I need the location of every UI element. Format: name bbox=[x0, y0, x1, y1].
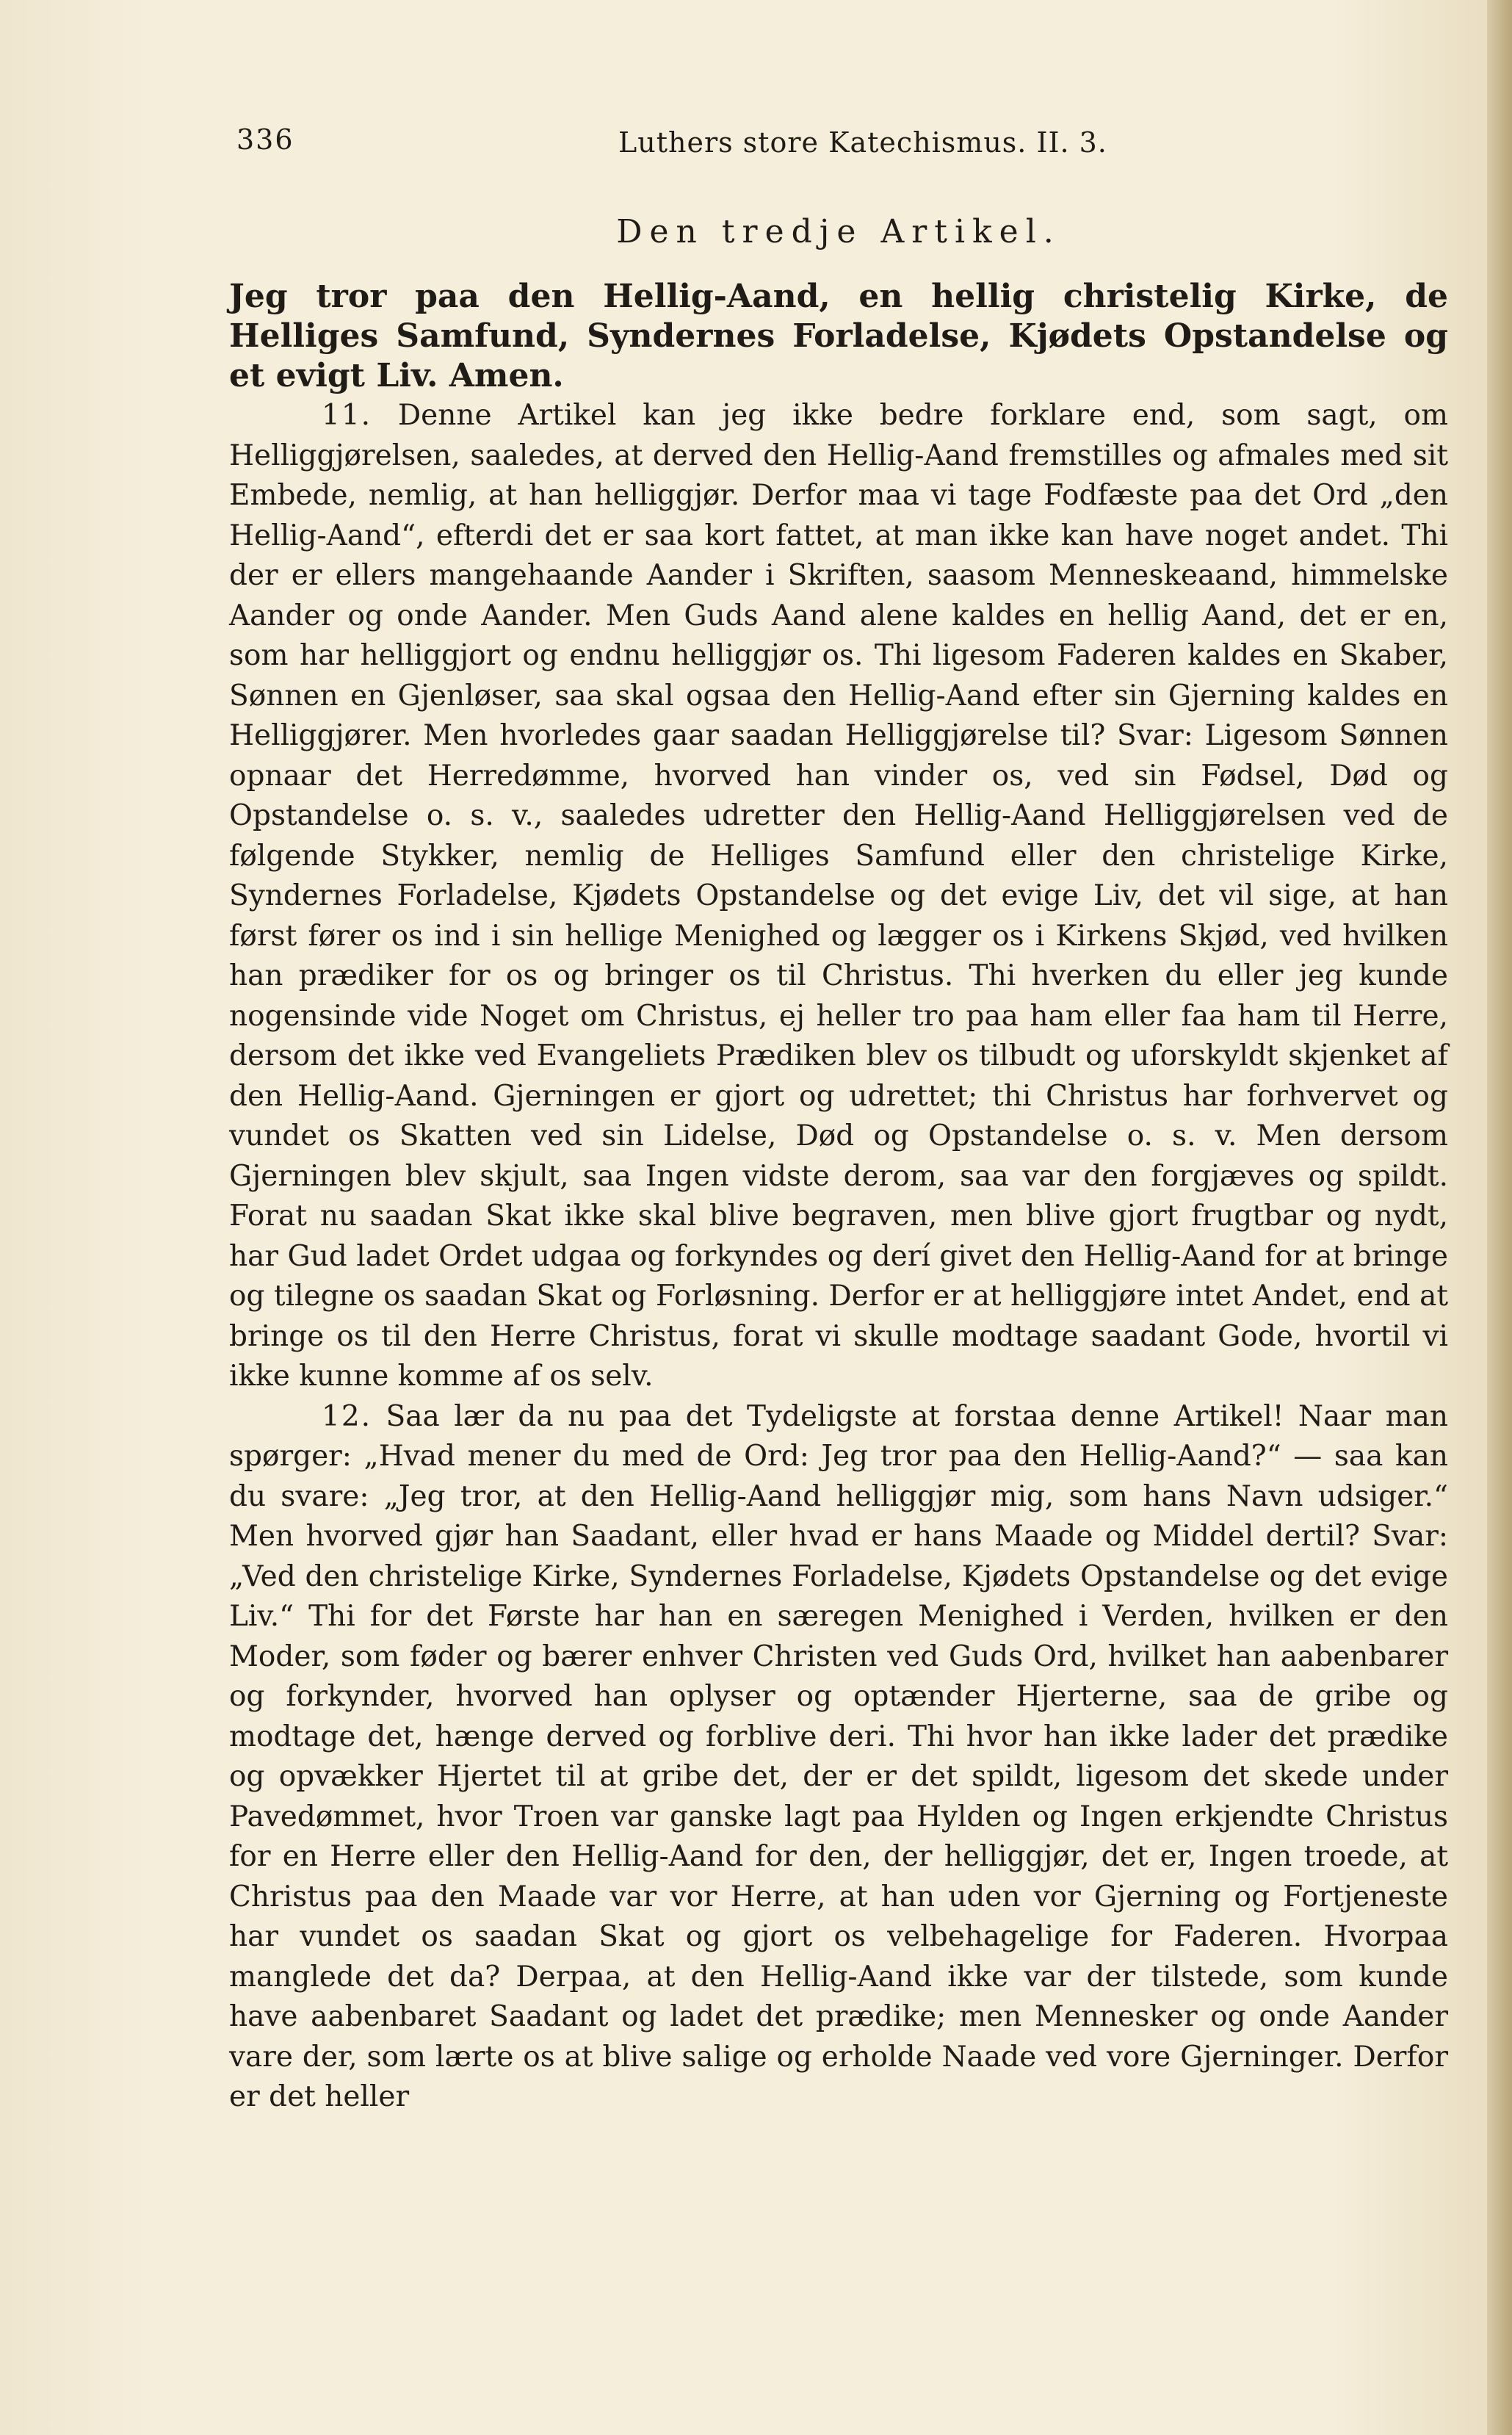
paragraph-number: 11. bbox=[322, 399, 372, 432]
creed-text: Jeg tror paa den Hellig-Aand, en hellig christelig Kirke, de Helliges Samfund, Syndernes Forladelse, Kjødets Opstandelse og et evigt Liv. Amen. bbox=[229, 278, 1448, 394]
paragraph-number: 12. bbox=[322, 1399, 372, 1433]
page-number: 336 bbox=[236, 123, 294, 156]
paragraph-11 bbox=[229, 396, 1448, 1397]
page-content bbox=[229, 213, 1448, 2118]
page-header bbox=[236, 123, 1448, 175]
section-heading: Den tredje Artikel. bbox=[616, 213, 1061, 250]
paragraph-text: Saa lær da nu paa det Tydeligste at forstaa denne Artikel! Naar man spørger: „Hvad mener du med de Ord: Jeg tror paa den Hellig-Aand?“ — saa kan du svare: „Jeg tror, at den Hellig-Aand helliggjør mig, som hans Navn udsiger.“ Men hvorved gjør han Saadant, eller hvad er hans Maade og Middel dertil? Svar: „Ved den christelige Kirke, Syndernes Forladelse, Kjødets Opstandelse og det evige Liv.“ Thi for det Første har han en særegen Menighed i Verden, hvilken er den Moder, som føder og bærer enhver Christen ved Guds Ord, hvilket han aabenbarer og forkynder, hvorved han oplyser og optænder Hjerterne, saa de gribe og modtage det, hænge derved og forblive deri. Thi hvor han ikke lader det prædike og opvækker Hjertet til at gribe det, der er det spildt, ligesom det skede under Pavedømmet, hvor Troen var ganske lagt paa Hylden og Ingen erkjendte Christus for en Herre eller den Hellig-Aand for den, der helliggjør, det er, Ingen troede, at Christus paa den Maade var vor Herre, at han uden vor Gjerning og Fortjeneste har vundet os saadan Skat og gjort os velbehagelige for Faderen. Hvorpaa manglede det da? Derpaa, at den Hellig-Aand ikke var der tilstede, som kunde have aabenbaret Saadant og ladet det prædike; men Mennesker og onde Aander vare der, som lærte os at blive salige og erholde Naade ved vore Gjerninger. Derfor er det heller bbox=[229, 1399, 1448, 2113]
running-head: Luthers store Katechismus. II. 3. bbox=[618, 126, 1107, 159]
paragraph-12 bbox=[229, 1397, 1448, 2118]
paragraph-text: Denne Artikel kan jeg ikke bedre forklare end, som sagt, om Helliggjørelsen, saaledes, at derved den Hellig-Aand fremstilles og afmales med sit Embede, nemlig, at han helliggjør. Derfor maa vi tage Fodfæste paa det Ord „den Hellig-Aand“, efterdi det er saa kort fattet, at man ikke kan have noget andet. Thi der er ellers mangehaande Aander i Skriften, saasom Menneskeaand, himmelske Aander og onde Aander. Men Guds Aand alene kaldes en hellig Aand, det er en, som har helliggjort og endnu helliggjør os. Thi ligesom Faderen kaldes en Skaber, Sønnen en Gjenløser, saa skal ogsaa den Hellig-Aand efter sin Gjerning kaldes en Helliggjører. Men hvorledes gaar saadan Helliggjørelse til? Svar: Ligesom Sønnen opnaar det Herredømme, hvorved han vinder os, ved sin Fødsel, Død og Opstandelse o. s. v., saaledes udretter den Hellig-Aand Helliggjørelsen ved de følgende Stykker, nemlig de Helliges Samfund eller den christelige Kirke, Syndernes Forladelse, Kjødets Opstandelse og det evige Liv, det vil sige, at han først fører os ind i sin hellige Menighed og lægger os i Kirkens Skjød, ved hvilken han prædiker for os og bringer os til Christus. Thi hverken du eller jeg kunde nogensinde vide Noget om Christus, ej heller tro paa ham eller faa ham til Herre, dersom det ikke ved Evangeliets Prædiken blev os tilbudt og uforskyldt skjenket af den Hellig-Aand. Gjerningen er gjort og udrettet; thi Christus har forhvervet og vundet os Skatten ved sin Lidelse, Død og Opstandelse o. s. v. Men dersom Gjerningen blev skjult, saa Ingen vidste derom, saa var den forgjæves og spildt. Forat nu saadan Skat ikke skal blive begraven, men blive gjort frugtbar og nydt, har Gud ladet Ordet udgaa og forkyndes og derí givet den Hellig-Aand for at bringe og tilegne os saadan Skat og Forløsning. Derfor er at helliggjøre intet Andet, end at bringe os til den Herre Christus, forat vi skulle modtage saadant Gode, hvortil vi ikke kunne komme af os selv. bbox=[229, 399, 1448, 1393]
page-edge bbox=[1487, 0, 1512, 2435]
